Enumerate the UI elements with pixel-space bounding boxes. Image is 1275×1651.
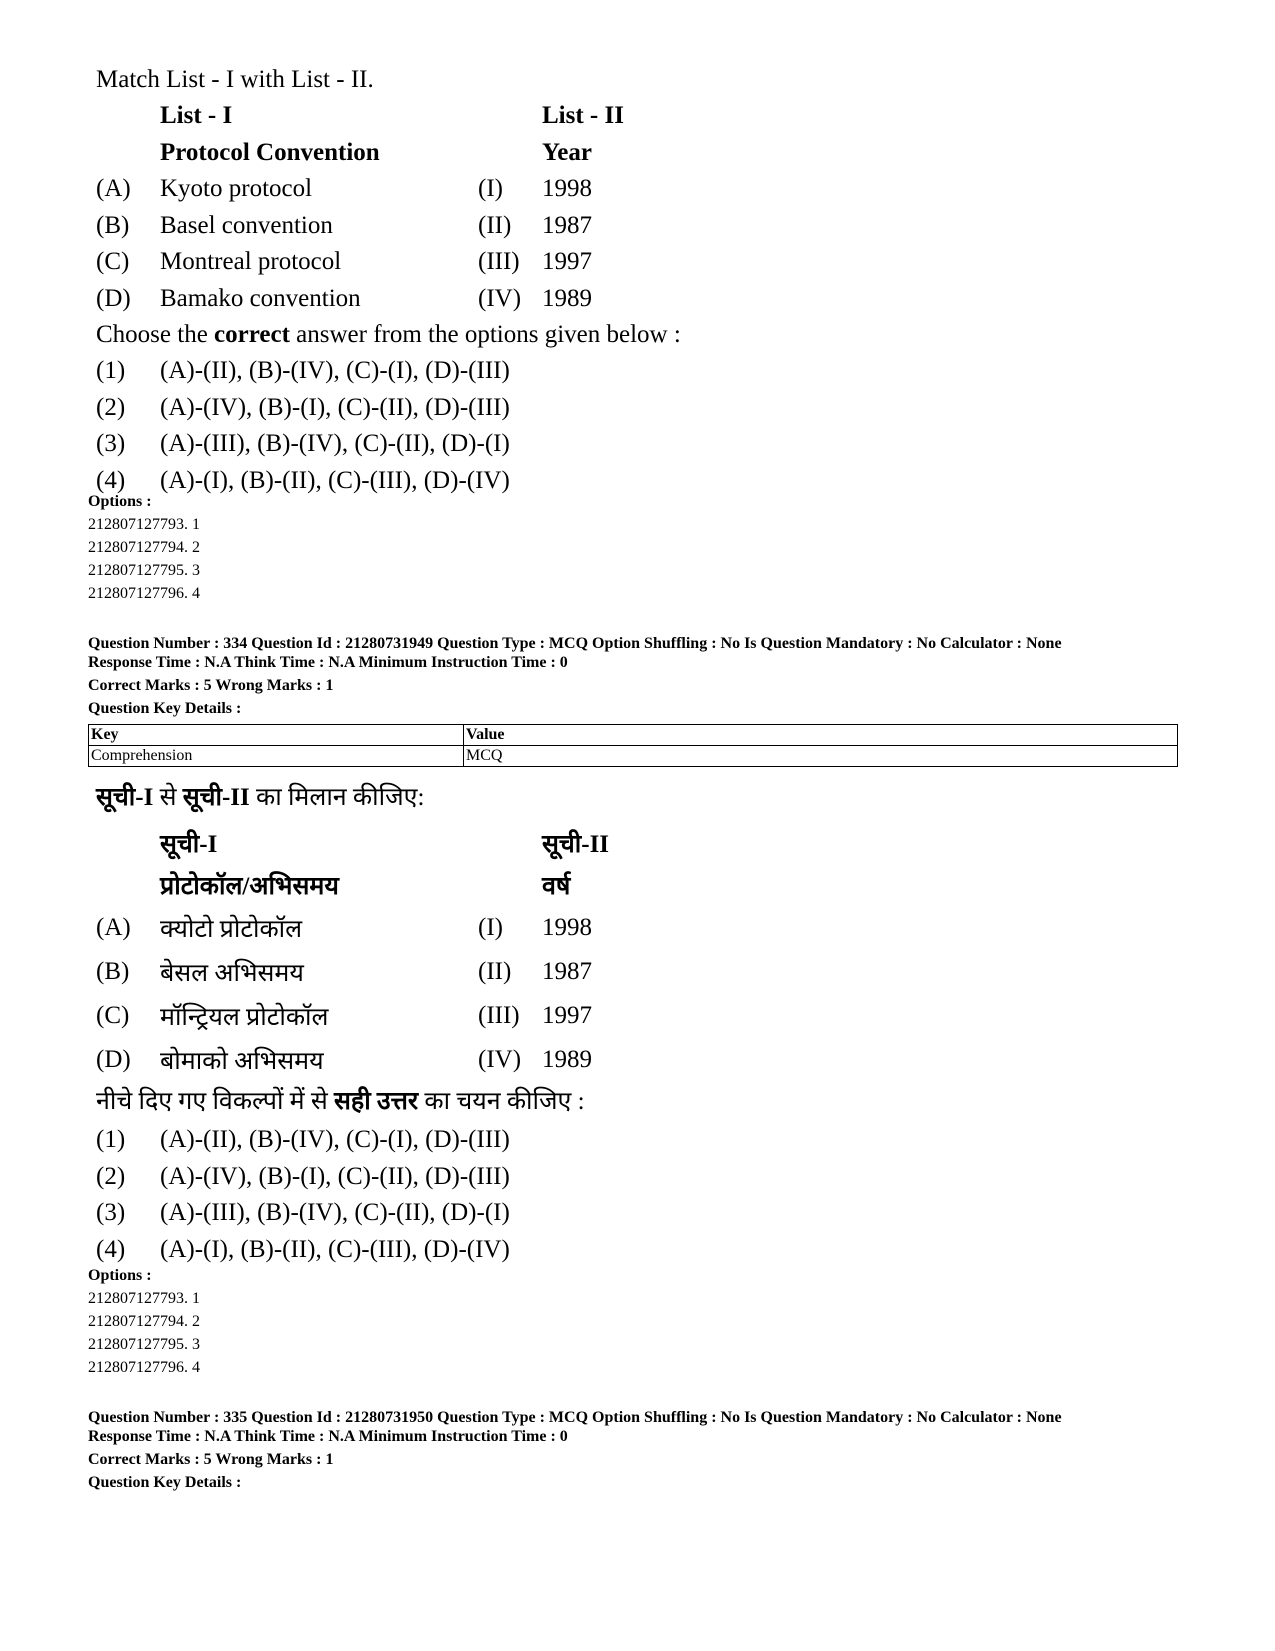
list2-title: List - II: [542, 102, 624, 130]
row-item: मॉन्ट्रियल प्रोटोकॉल: [160, 1004, 329, 1031]
answer-choice: (3) (A)-(III), (B)-(IV), (C)-(II), (D)-(I): [96, 1199, 510, 1227]
row-item: Kyoto protocol: [160, 175, 313, 203]
row-label: (D): [96, 1046, 131, 1073]
row-item: Basel convention: [160, 211, 333, 239]
row-label: (A): [96, 914, 131, 941]
match-row: [96, 244, 662, 281]
match-row: [96, 208, 662, 245]
row-label: (B): [96, 211, 130, 239]
question-key-details-label: Question Key Details :: [88, 700, 242, 717]
list1-subtitle: प्रोटोकॉल/अभिसमय: [160, 873, 339, 900]
match-row: [96, 994, 662, 1038]
list2-subtitle: Year: [542, 138, 592, 166]
option-item: 212807127793. 1: [88, 1290, 200, 1307]
row-item: Bamako convention: [160, 284, 361, 312]
row-label: (C): [96, 248, 130, 276]
match-row: [96, 281, 662, 318]
row-item: बोमाको अभिसमय: [160, 1048, 324, 1075]
key-table-row: [89, 746, 1178, 767]
answer-choices-hindi: [96, 1122, 510, 1268]
question-key-details-label: Question Key Details :: [88, 1474, 242, 1491]
question-marks: Correct Marks : 5 Wrong Marks : 1: [88, 677, 334, 694]
list-subheader-row: [96, 135, 662, 172]
row-year: 1989: [542, 1046, 592, 1073]
option-item: 212807127793. 1: [88, 516, 200, 533]
match-row: [96, 950, 662, 994]
answer-choice: (4) (A)-(I), (B)-(II), (C)-(III), (D)-(IV): [96, 466, 510, 494]
option-item: 212807127796. 4: [88, 1359, 200, 1376]
question-334-info: [88, 634, 1062, 718]
question-timing-line: Response Time : N.A Think Time : N.A Minimum Instruction Time : 0: [88, 1428, 568, 1445]
match-row: [96, 906, 662, 950]
row-roman: (IV): [478, 1046, 522, 1073]
hindi-match-instruction: सूची-I से सूची-II का मिलान कीजिए:: [96, 784, 425, 811]
answer-choice: (1) (A)-(II), (B)-(IV), (C)-(I), (D)-(III): [96, 357, 510, 385]
key-header: Key: [89, 725, 464, 746]
row-year: 1989: [542, 284, 592, 312]
key-cell: Comprehension: [89, 746, 464, 767]
row-label: (A): [96, 175, 131, 203]
row-roman: (IV): [478, 284, 522, 312]
value-cell: MCQ: [464, 746, 1178, 767]
answer-choices-english: [96, 353, 510, 499]
options-list-2: [88, 1264, 200, 1379]
row-item: क्योटो प्रोटोकॉल: [160, 916, 303, 943]
option-item: 212807127795. 3: [88, 562, 200, 579]
match-table-english: [96, 98, 662, 317]
options-label: Options :: [88, 493, 152, 510]
row-label: (D): [96, 284, 131, 312]
row-year: 1997: [542, 248, 592, 276]
match-row: [96, 1038, 662, 1082]
row-year: 1998: [542, 914, 592, 941]
row-roman: (I): [478, 914, 503, 941]
question-timing-line: Response Time : N.A Think Time : N.A Minimum Instruction Time : 0: [88, 654, 568, 671]
question-marks: Correct Marks : 5 Wrong Marks : 1: [88, 1451, 334, 1468]
row-label: (B): [96, 958, 130, 985]
list2-title: सूची-II: [542, 831, 610, 858]
english-question-block: [96, 62, 796, 499]
question-335-info: [88, 1408, 1062, 1492]
question-key-table: [88, 724, 1178, 767]
key-table-header: [89, 725, 1178, 746]
question-header-line: Question Number : 334 Question Id : 21280731949 Question Type : MCQ Option Shuffling : No Is Question Mandatory : No Calculator : None: [88, 635, 1062, 652]
row-roman: (II): [478, 211, 512, 239]
question-header-line: Question Number : 335 Question Id : 21280731950 Question Type : MCQ Option Shuffling : No Is Question Mandatory : No Calculator : None: [88, 1409, 1062, 1426]
match-table-hindi: [96, 822, 662, 1082]
list1-title: सूची-I: [160, 831, 218, 858]
list1-title: List - I: [160, 102, 233, 130]
row-item: Montreal protocol: [160, 248, 342, 276]
row-year: 1987: [542, 211, 592, 239]
answer-choice: (4) (A)-(I), (B)-(II), (C)-(III), (D)-(IV): [96, 1235, 510, 1263]
row-label: (C): [96, 1002, 130, 1029]
option-item: 212807127795. 3: [88, 1336, 200, 1353]
row-roman: (III): [478, 1002, 520, 1029]
row-roman: (III): [478, 248, 520, 276]
row-item: बेसल अभिसमय: [160, 960, 304, 987]
options-list-1: [88, 490, 200, 605]
hindi-choose-instruction: नीचे दिए गए विकल्पों में से सही उत्तर का चयन कीजिए :: [96, 1088, 585, 1115]
row-year: 1998: [542, 175, 592, 203]
row-roman: (II): [478, 958, 512, 985]
value-header: Value: [464, 725, 1178, 746]
match-instruction: Match List - I with List - II.: [96, 66, 374, 93]
list1-subtitle: Protocol Convention: [160, 138, 380, 166]
list-header-row: [96, 822, 662, 864]
row-year: 1987: [542, 958, 592, 985]
answer-choice: (1) (A)-(II), (B)-(IV), (C)-(I), (D)-(III): [96, 1126, 510, 1154]
answer-choice: (2) (A)-(IV), (B)-(I), (C)-(II), (D)-(III): [96, 1162, 510, 1190]
list-subheader-row: [96, 864, 662, 906]
option-item: 212807127794. 2: [88, 539, 200, 556]
option-item: 212807127794. 2: [88, 1313, 200, 1330]
list-header-row: [96, 98, 662, 135]
answer-choice: (2) (A)-(IV), (B)-(I), (C)-(II), (D)-(III): [96, 393, 510, 421]
row-roman: (I): [478, 175, 503, 203]
hindi-question-block: [96, 778, 796, 1268]
row-year: 1997: [542, 1002, 592, 1029]
options-label: Options :: [88, 1267, 152, 1284]
option-item: 212807127796. 4: [88, 585, 200, 602]
choose-instruction: Choose the correct answer from the options given below :: [96, 321, 681, 348]
answer-choice: (3) (A)-(III), (B)-(IV), (C)-(II), (D)-(I): [96, 430, 510, 458]
list2-subtitle: वर्ष: [542, 873, 571, 900]
match-row: [96, 171, 662, 208]
